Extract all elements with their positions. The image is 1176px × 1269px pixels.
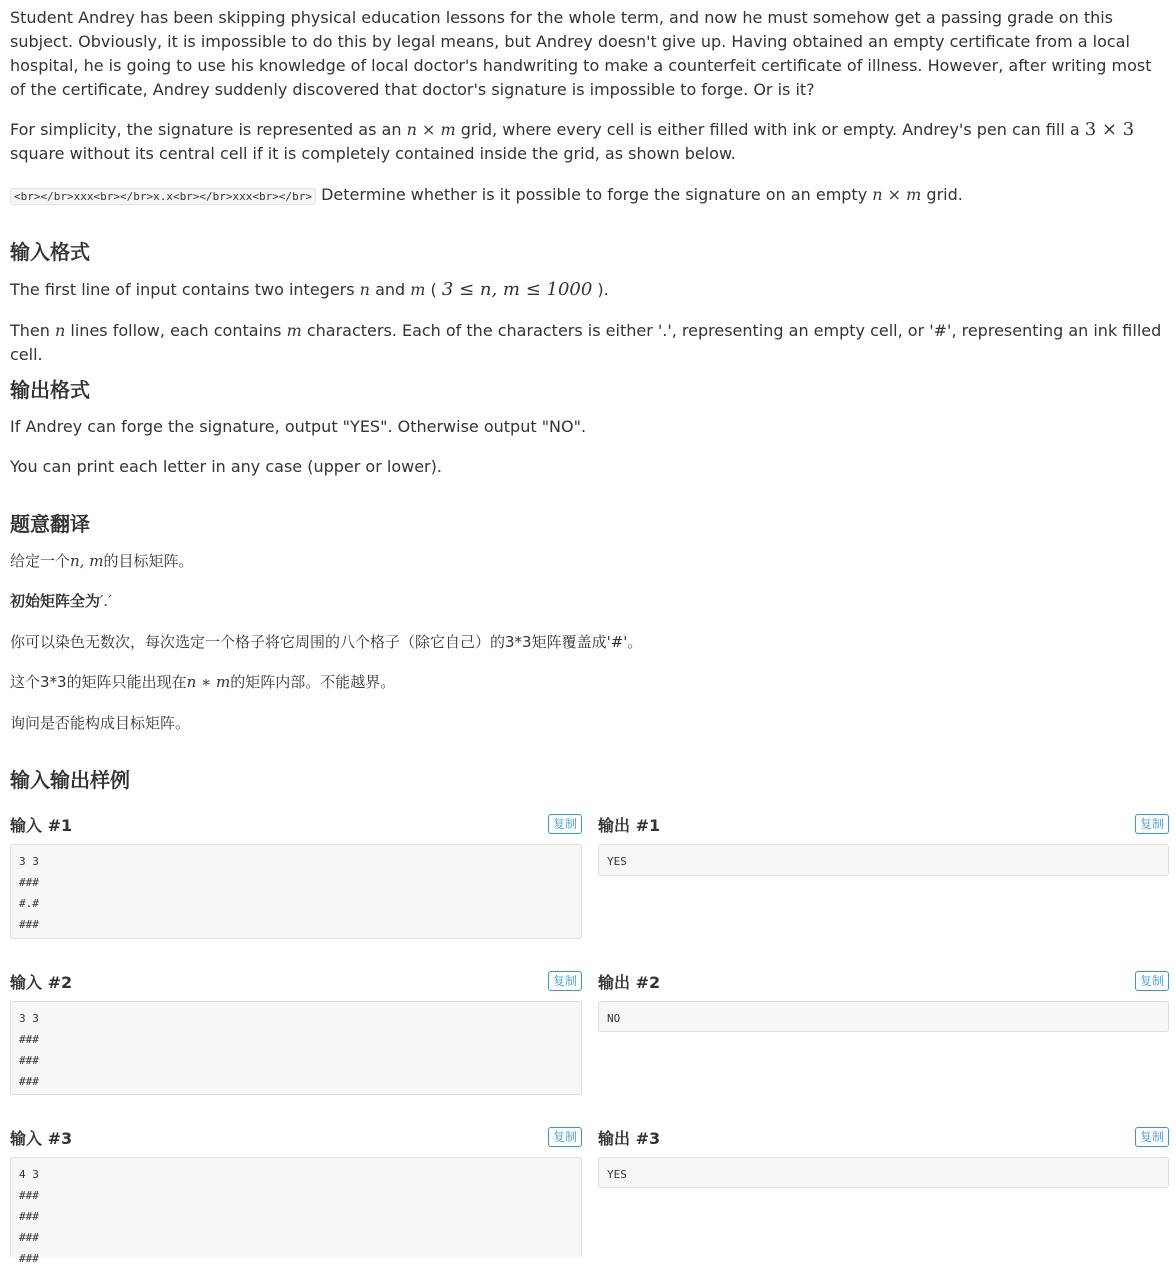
math-dot: ′.′ xyxy=(100,592,112,610)
math-n-times-m: n × m xyxy=(872,185,922,204)
math-m: m xyxy=(286,321,302,340)
text: The first line of input contains two integers xyxy=(10,280,355,299)
sample-output-title: 输出 #2 xyxy=(598,972,661,992)
text: 的矩阵内部。不能越界。 xyxy=(230,673,396,691)
sample-output-box[interactable]: NO xyxy=(598,1001,1169,1032)
statement-text: grid, where every cell is either filled with ink or empty. Andrey's pen can fill a xyxy=(460,120,1080,139)
math-n-m: n, m xyxy=(70,552,104,570)
text: ( xyxy=(430,280,437,299)
sample-output-box[interactable]: YES xyxy=(598,844,1169,876)
translation-line-2 xyxy=(10,589,112,613)
sample-input-header xyxy=(10,1125,582,1149)
statement-paragraph-3 xyxy=(10,183,1168,209)
input-format-line-2 xyxy=(10,319,1176,367)
sample-output-box[interactable]: YES xyxy=(598,1157,1169,1188)
sample-output-title: 输出 #1 xyxy=(598,815,661,835)
translation-line-3: 你可以染色无数次，每次选定一个格子将它周围的八个格子（除它自己）的3*3矩阵覆盖成'#'。 xyxy=(10,633,643,651)
sample-input-title: 输入 #2 xyxy=(10,972,73,992)
samples-heading: 输入输出样例 xyxy=(10,768,130,792)
math-constraint: 3 ≤ n, m ≤ 1000 xyxy=(441,279,593,300)
sample-output-header xyxy=(598,812,1169,836)
math-3-times-3: 3 × 3 xyxy=(1084,119,1135,140)
statement-paragraph-2 xyxy=(10,118,1168,166)
statement-text: grid. xyxy=(926,185,963,204)
math-n: n xyxy=(359,280,370,299)
copy-button[interactable]: 复制 xyxy=(548,971,582,991)
statement-text: square without its central cell if it is completely contained inside the grid, as shown below. xyxy=(10,144,736,163)
translation-line-1 xyxy=(10,549,193,573)
statement-text: For simplicity, the signature is represented as an xyxy=(10,120,402,139)
math-n-times-m: n × m xyxy=(406,120,456,139)
translation-line-4 xyxy=(10,670,395,694)
translation-heading: 题意翻译 xyxy=(10,512,90,536)
copy-button[interactable]: 复制 xyxy=(548,814,582,834)
output-format-line-1: If Andrey can forge the signature, output "YES". Otherwise output "NO". xyxy=(10,417,587,436)
text: and xyxy=(375,280,406,299)
copy-button[interactable]: 复制 xyxy=(1135,971,1169,991)
text: lines follow, each contains xyxy=(70,321,282,340)
inline-code: <br></br>xxx<br></br>x.x<br></br>xxx<br></br> xyxy=(10,188,316,205)
output-format-line-2: You can print each letter in any case (upper or lower). xyxy=(10,457,442,476)
math-n: n xyxy=(55,321,66,340)
sample-input-header xyxy=(10,812,582,836)
text: 的目标矩阵。 xyxy=(103,552,194,570)
text: Then xyxy=(10,321,50,340)
text: ). xyxy=(597,280,609,299)
sample-input-title: 输入 #1 xyxy=(10,815,73,835)
input-format-heading: 输入格式 xyxy=(10,240,90,264)
sample-input-title: 输入 #3 xyxy=(10,1128,73,1148)
math-n-star-m: n ∗ m xyxy=(186,673,231,691)
sample-input-box[interactable]: 3 3 ### #.# ### xyxy=(10,844,582,939)
output-format-heading: 输出格式 xyxy=(10,378,90,402)
sample-input-box[interactable]: 4 3 ### ### ### ### xyxy=(10,1157,582,1257)
copy-button[interactable]: 复制 xyxy=(1135,1127,1169,1147)
copy-button[interactable]: 复制 xyxy=(548,1127,582,1147)
math-m: m xyxy=(410,280,426,299)
sample-input-header xyxy=(10,969,582,993)
sample-output-header xyxy=(598,969,1169,993)
input-format-line-1 xyxy=(10,278,609,302)
sample-input-box[interactable]: 3 3 ### ### ### xyxy=(10,1001,582,1095)
sample-output-title: 输出 #3 xyxy=(598,1128,661,1148)
copy-button[interactable]: 复制 xyxy=(1135,814,1169,834)
statement-paragraph-1: Student Andrey has been skipping physical education lessons for the whole term, and now he must somehow get a passing grade on this subject. Obviously, it is impossible to do this by legal means, but Andrey doesn't give up. Having obtained an empty certificate from a local hospital, he is going to use his knowledge of local doctor's handwriting to make a counterfeit certificate of illness. However, after writing most of the certificate, Andrey suddenly discovered that doctor's signature is impossible to forge. Or is it? xyxy=(10,8,1152,99)
text: 这个3*3的矩阵只能出现在 xyxy=(10,673,187,691)
text: characters. Each of the characters is either '.', representing an empty cell, or '#', representing an ink filled cell. xyxy=(10,321,1162,364)
sample-output-header xyxy=(598,1125,1169,1149)
translation-line-5: 询问是否能构成目标矩阵。 xyxy=(10,714,191,732)
text: 初始矩阵全为 xyxy=(10,592,101,610)
statement-text: Determine whether is it possible to forge the signature on an empty xyxy=(321,185,868,204)
text: 给定一个 xyxy=(10,552,71,570)
